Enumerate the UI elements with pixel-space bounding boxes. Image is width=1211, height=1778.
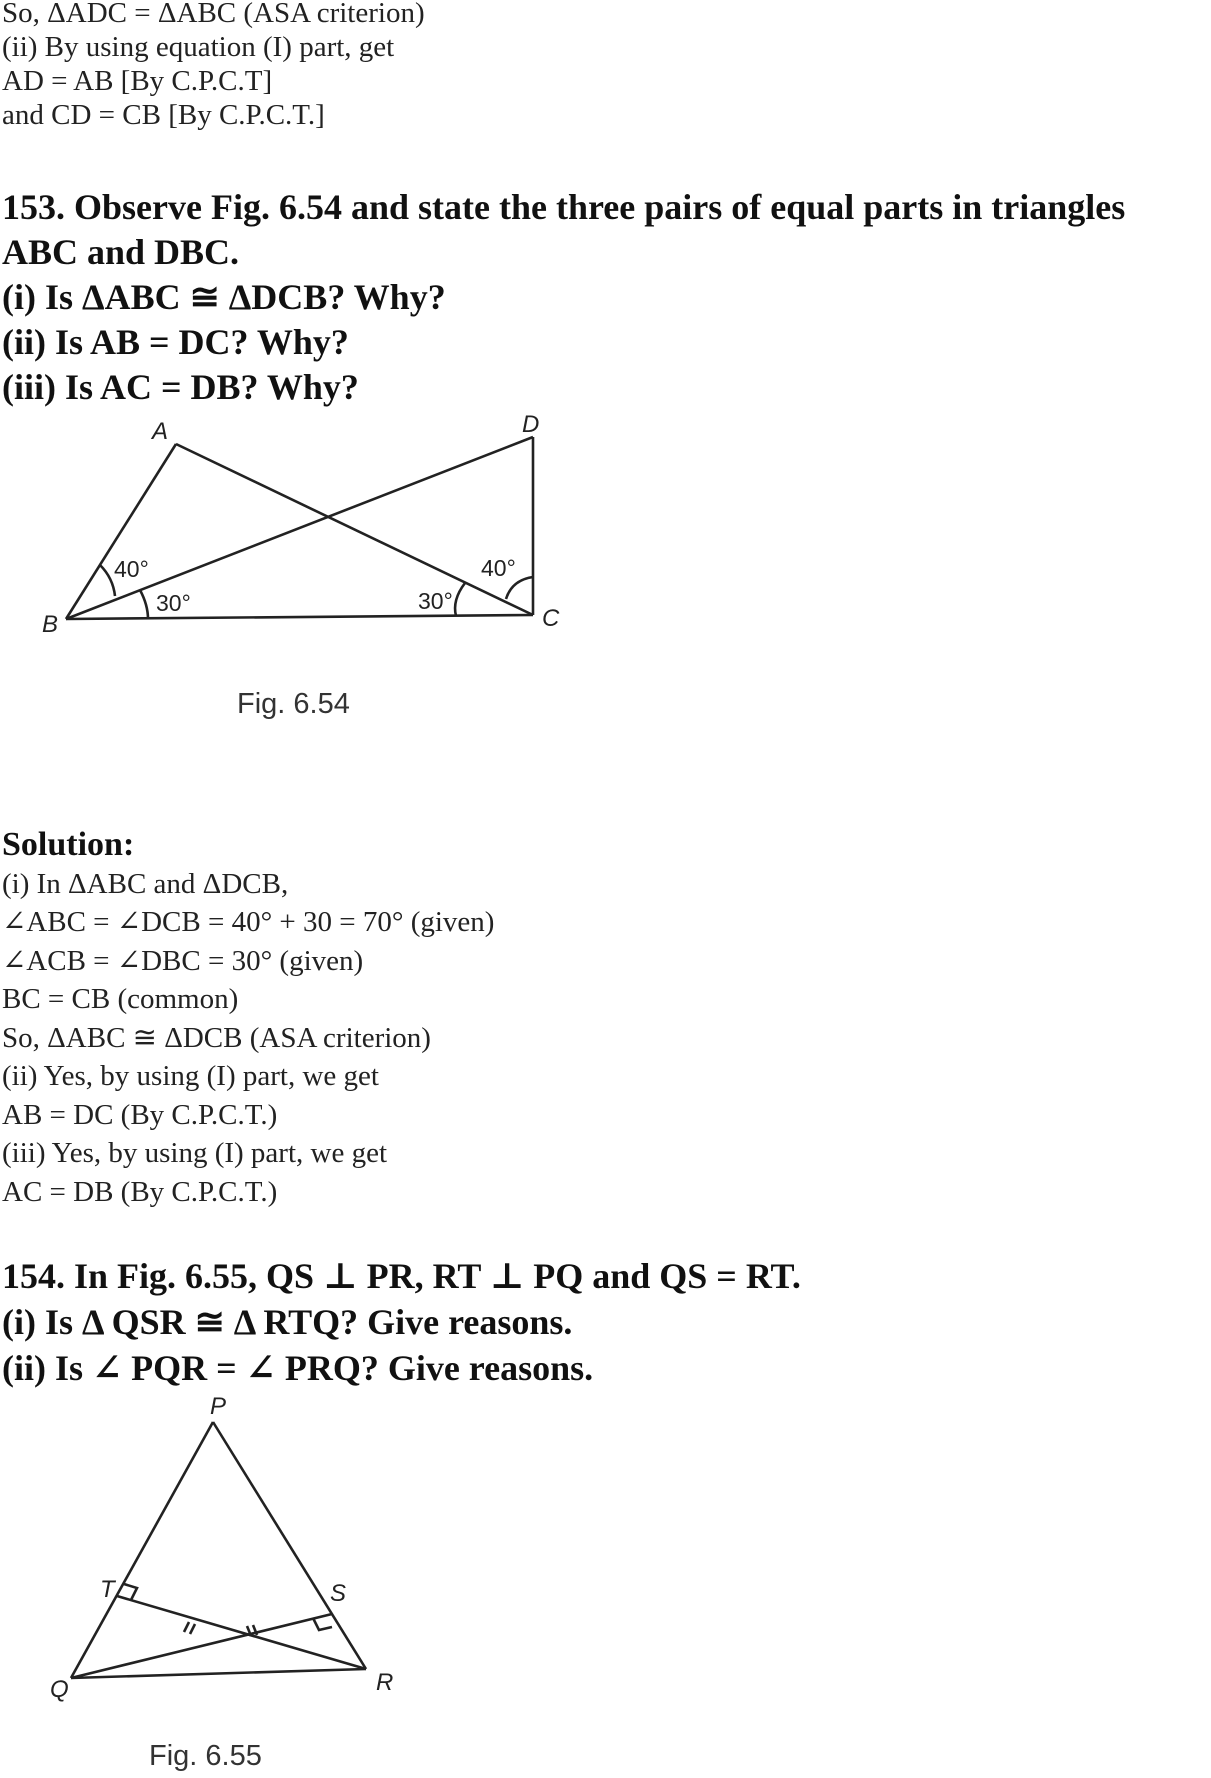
- question-153-line-2: ABC and DBC.: [2, 232, 240, 272]
- segment-bc: [66, 615, 533, 619]
- question-154-line-1: 154. In Fig. 6.55, QS ⊥ PR, RT ⊥ PQ and QS = RT.: [2, 1256, 801, 1296]
- prev-solution-line-4: and CD = CB [By C.P.C.T.]: [2, 99, 325, 131]
- label-d: D: [522, 411, 540, 438]
- figure-6-55-caption: Fig. 6.55: [149, 1740, 262, 1772]
- question-153-line-1: 153. Observe Fig. 6.54 and state the three pairs of equal parts in triangles: [2, 187, 1126, 227]
- tick-mark-rt-2: [190, 1624, 195, 1634]
- question-153-part-ii: (ii) Is AB = DC? Why?: [2, 322, 349, 362]
- label-s: S: [330, 1580, 347, 1607]
- figure-6-54: [0, 400, 600, 650]
- prev-solution-line-2: (ii) By using equation (I) part, get: [2, 31, 395, 63]
- label-p: P: [210, 1393, 227, 1420]
- angle-label-acb: 30°: [418, 588, 453, 614]
- label-c: C: [542, 605, 560, 632]
- angle-arc-dbc: [140, 590, 148, 619]
- solution-line-4: BC = CB (common): [2, 983, 239, 1015]
- label-b: B: [42, 611, 59, 638]
- solution-line-2: ∠ABC = ∠DCB = 40° + 30 = 70° (given): [2, 906, 495, 938]
- angle-label-abd: 40°: [114, 556, 149, 582]
- segment-bd: [66, 437, 533, 619]
- figure-6-54-caption: Fig. 6.54: [237, 688, 350, 720]
- figure-6-55: [0, 1390, 460, 1710]
- prev-solution-line-1: So, ΔADC = ΔABC (ASA criterion): [2, 0, 425, 29]
- segment-ac: [176, 444, 533, 615]
- right-angle-mark-s: [313, 1618, 332, 1630]
- segment-qs: [71, 1614, 332, 1678]
- label-q: Q: [50, 1676, 69, 1703]
- solution-line-5: So, ΔABC ≅ ΔDCB (ASA criterion): [2, 1022, 431, 1054]
- label-r: R: [376, 1669, 394, 1696]
- question-154-part-i: (i) Is Δ QSR ≅ Δ RTQ? Give reasons.: [2, 1302, 573, 1342]
- angle-arc-acb: [455, 583, 465, 616]
- label-t: T: [100, 1576, 115, 1603]
- prev-solution-line-3: AD = AB [By C.P.C.T]: [2, 65, 273, 97]
- question-153-part-i: (i) Is ΔABC ≅ ΔDCB? Why?: [2, 277, 446, 317]
- solution-line-6: (ii) Yes, by using (I) part, we get: [2, 1060, 379, 1092]
- angle-label-acd: 40°: [481, 555, 516, 581]
- question-153-part-iii: (iii) Is AC = DB? Why?: [2, 367, 359, 407]
- question-154-part-ii: (ii) Is ∠ PQR = ∠ PRQ? Give reasons.: [2, 1348, 594, 1388]
- solution-heading: Solution:: [2, 826, 135, 863]
- solution-line-7: AB = DC (By C.P.C.T.): [2, 1099, 278, 1131]
- segment-qr: [71, 1669, 366, 1678]
- angle-arc-abd: [100, 565, 115, 596]
- segment-pq: [71, 1422, 213, 1678]
- solution-line-9: AC = DB (By C.P.C.T.): [2, 1176, 278, 1208]
- solution-line-3: ∠ACB = ∠DBC = 30° (given): [2, 945, 364, 977]
- angle-label-dbc: 30°: [156, 590, 191, 616]
- solution-line-8: (iii) Yes, by using (I) part, we get: [2, 1137, 388, 1169]
- solution-line-1: (i) In ΔABC and ΔDCB,: [2, 868, 289, 900]
- label-a: A: [152, 418, 169, 445]
- tick-mark-rt-1: [184, 1622, 189, 1632]
